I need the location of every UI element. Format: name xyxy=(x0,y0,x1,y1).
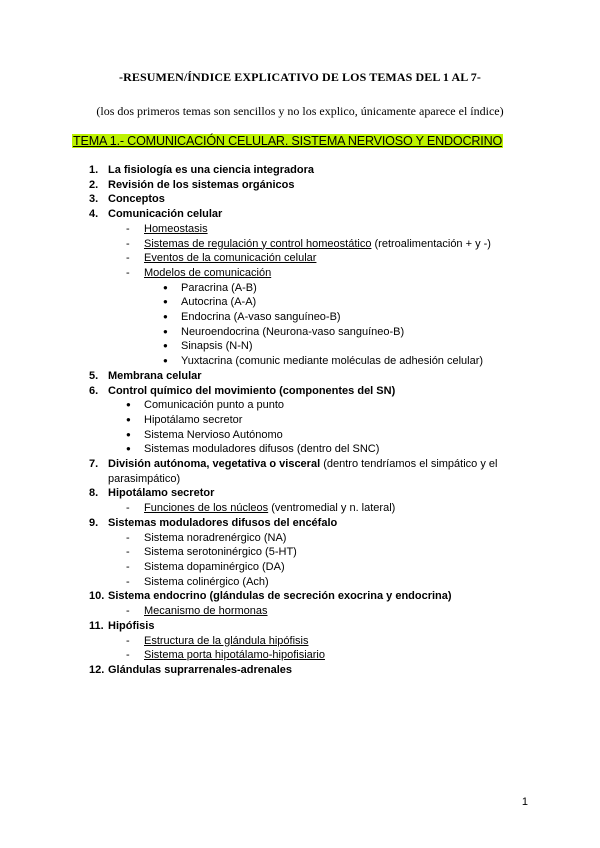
dash-marker: - xyxy=(126,531,130,544)
item-number: 1. xyxy=(89,164,99,176)
dash-marker: - xyxy=(126,252,130,265)
bullet-item xyxy=(0,428,600,443)
dash-marker: - xyxy=(126,560,130,573)
sub-item xyxy=(0,634,600,649)
item-number: 7. xyxy=(89,458,99,471)
bullet-icon: ● xyxy=(163,312,168,322)
bullet-text: Sistemas moduladores difusos (dentro del SNC) xyxy=(144,443,380,456)
sub-item-text: Sistema serotoninérgico (5-HT) xyxy=(144,546,297,559)
outline-item-5 xyxy=(0,369,600,384)
item-number: 6. xyxy=(89,384,99,397)
dash-marker: - xyxy=(126,649,130,662)
bullet-text: Sistema Nervioso Autónomo xyxy=(144,428,283,441)
dash-marker: - xyxy=(126,575,130,588)
sub-item xyxy=(0,266,600,281)
tema-heading-text: TEMA 1.- COMUNICACIÓN CELULAR. SISTEMA NERVIOSO Y ENDOCRINO xyxy=(73,134,503,148)
item-text: Sistema endocrino (glándulas de secreción exocrina y endocrina) xyxy=(108,590,452,603)
item-note: (dentro tendríamos el simpático y el xyxy=(323,458,498,471)
sub-item-text: Mecanismo de hormonas xyxy=(144,605,268,618)
sub-item-text: Homeostasis xyxy=(144,222,208,235)
item-text: Comunicación celular xyxy=(108,208,223,221)
outline-item-11 xyxy=(0,619,600,634)
sub-item xyxy=(0,648,600,663)
item-number: 12. xyxy=(89,663,105,676)
bullet-text: Comunicación punto a punto xyxy=(144,399,285,412)
bullet-icon: ● xyxy=(163,326,168,336)
bullet-item xyxy=(0,413,600,428)
sub-item-note: (ventromedial y n. lateral) xyxy=(271,502,396,515)
outline-item-1 xyxy=(0,163,600,178)
bullet-item xyxy=(0,325,600,340)
outline-item-4 xyxy=(0,207,600,222)
sub-item-text: Modelos de comunicación xyxy=(144,266,272,279)
bullet-item xyxy=(0,398,600,413)
item-text: División autónoma, vegetativa o visceral xyxy=(108,458,321,471)
bullet-item xyxy=(0,310,600,325)
sub-item xyxy=(0,531,600,546)
sub-item-note: (retroalimentación + y -) xyxy=(374,237,491,250)
dash-marker: - xyxy=(126,222,130,235)
item-text: Conceptos xyxy=(108,193,165,206)
sub-item xyxy=(0,237,600,252)
outline-item-10 xyxy=(0,589,600,604)
dash-marker: - xyxy=(126,634,130,647)
item-note-cont-text: parasimpático) xyxy=(108,472,181,485)
page-number: 1 xyxy=(521,796,528,808)
bullet-icon: ● xyxy=(126,414,131,424)
sub-item xyxy=(0,545,600,560)
dash-marker: - xyxy=(126,546,130,559)
outline-item-9 xyxy=(0,516,600,531)
bullet-text: Autocrina (A-A) xyxy=(181,296,257,309)
outline-list xyxy=(0,163,600,678)
bullet-text: Neuroendocrina (Neurona-vaso sanguíneo-B) xyxy=(181,325,405,338)
sub-item xyxy=(0,604,600,619)
sub-item xyxy=(0,575,600,590)
item-number: 4. xyxy=(89,208,99,221)
bullet-text: Sinapsis (N-N) xyxy=(181,340,253,353)
item-number: 10. xyxy=(89,590,105,603)
sub-item-text: Sistema colinérgico (Ach) xyxy=(144,575,269,588)
item-text: Control químico del movimiento (componentes del SN) xyxy=(108,384,396,397)
dash-marker: - xyxy=(126,266,130,279)
bullet-text: Paracrina (A-B) xyxy=(181,281,257,294)
item-note-continuation xyxy=(0,472,600,487)
item-text: La fisiología es una ciencia integradora xyxy=(108,164,315,176)
item-number: 11. xyxy=(89,619,104,632)
outline-item-6 xyxy=(0,384,600,399)
bullet-icon: ● xyxy=(163,297,168,307)
sub-item xyxy=(0,560,600,575)
item-number: 8. xyxy=(89,487,99,500)
outline-item-12 xyxy=(0,663,600,678)
item-number: 5. xyxy=(89,369,99,382)
item-text: Hipotálamo secretor xyxy=(108,487,215,500)
bullet-icon: ● xyxy=(126,444,131,454)
tema-heading xyxy=(72,134,503,148)
sub-item-text: Sistemas de regulación y control homeostático xyxy=(144,237,372,250)
bullet-item xyxy=(0,281,600,296)
item-text: Membrana celular xyxy=(108,369,202,382)
document-title: -RESUMEN/ÍNDICE EXPLICATIVO DE LOS TEMAS DEL 1 AL 7- xyxy=(119,70,481,84)
sub-item-text: Estructura de la glándula hipófisis xyxy=(144,634,309,647)
bullet-icon: ● xyxy=(126,429,131,439)
bullet-text: Hipotálamo secretor xyxy=(144,413,243,426)
bullet-item xyxy=(0,354,600,369)
outline-item-3 xyxy=(0,192,600,207)
sub-item-text: Eventos de la comunicación celular xyxy=(144,252,317,265)
bullet-item xyxy=(0,339,600,354)
sub-item xyxy=(0,222,600,237)
sub-item-text: Funciones de los núcleos xyxy=(144,502,269,515)
item-number: 9. xyxy=(89,516,99,529)
dash-marker: - xyxy=(126,502,130,515)
dash-marker: - xyxy=(126,605,130,618)
bullet-icon: ● xyxy=(163,356,168,366)
bullet-icon: ● xyxy=(163,282,168,292)
item-text: Sistemas moduladores difusos del encéfalo xyxy=(108,516,338,529)
item-number: 2. xyxy=(89,178,99,191)
document-subtitle: (los dos primeros temas son sencillos y no los explico, únicamente aparece el índice) xyxy=(96,104,504,118)
bullet-item xyxy=(0,442,600,457)
bullet-icon: ● xyxy=(126,400,131,410)
bullet-text: Endocrina (A-vaso sanguíneo-B) xyxy=(181,311,341,324)
dash-marker: - xyxy=(126,237,130,250)
bullet-icon: ● xyxy=(163,341,168,351)
item-number: 3. xyxy=(89,193,99,206)
sub-item-text: Sistema dopaminérgico (DA) xyxy=(144,560,285,573)
outline-item-7 xyxy=(0,457,600,472)
outline-item-2 xyxy=(0,178,600,193)
sub-item xyxy=(0,501,600,516)
outline-item-8 xyxy=(0,486,600,501)
item-text: Glándulas suprarrenales-adrenales xyxy=(108,663,293,676)
bullet-item xyxy=(0,295,600,310)
sub-item-text: Sistema noradrenérgico (NA) xyxy=(144,531,287,544)
item-text: Revisión de los sistemas orgánicos xyxy=(108,178,295,191)
sub-item-text: Sistema porta hipotálamo-hipofisiario xyxy=(144,649,325,662)
bullet-text: Yuxtacrina (comunic mediante moléculas de adhesión celular) xyxy=(181,355,484,368)
sub-item xyxy=(0,251,600,266)
item-text: Hipófisis xyxy=(108,619,155,632)
